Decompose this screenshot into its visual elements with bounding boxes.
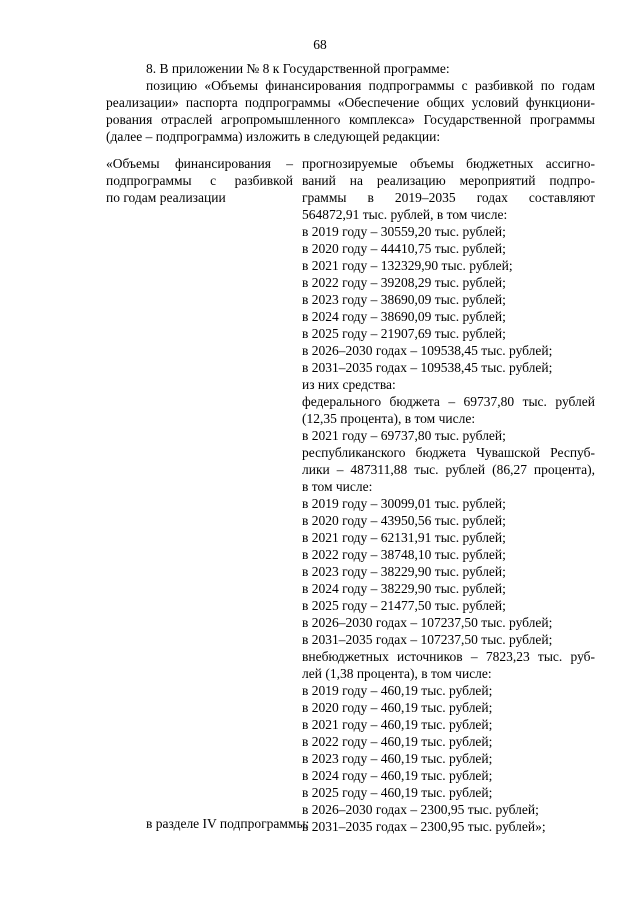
financing-line: внебюджетных источников – 7823,23 тыс. руб- bbox=[302, 649, 595, 664]
closing-line: в разделе IV подпрограммы: bbox=[146, 816, 310, 831]
financing-line: в 2023 году – 38690,09 тыс. рублей; bbox=[302, 292, 506, 307]
intro-line: рования отраслей агропромышленного комплекса» Государственной программы bbox=[106, 112, 595, 127]
intro-line: (далее – подпрограмма) изложить в следующей редакции: bbox=[106, 129, 441, 144]
financing-line: в 2024 году – 38229,90 тыс. рублей; bbox=[302, 581, 506, 596]
financing-line: прогнозируемые объемы бюджетных ассигно- bbox=[302, 156, 595, 171]
financing-line: из них средства: bbox=[302, 377, 396, 392]
financing-line: ваний на реализацию мероприятий подпро- bbox=[302, 173, 595, 188]
financing-line: в 2021 году – 132329,90 тыс. рублей; bbox=[302, 258, 513, 273]
financing-line: 564872,91 тыс. рублей, в том числе: bbox=[302, 207, 508, 222]
financing-line: в 2031–2035 годах – 107237,50 тыс. рублей; bbox=[302, 632, 553, 647]
financing-line: в 2025 году – 460,19 тыс. рублей; bbox=[302, 785, 493, 800]
financing-line: в 2031–2035 годах – 109538,45 тыс. рублей; bbox=[302, 360, 553, 375]
financing-line: в 2024 году – 38690,09 тыс. рублей; bbox=[302, 309, 506, 324]
financing-line: в 2019 году – 30559,20 тыс. рублей; bbox=[302, 224, 506, 239]
financing-line: в 2026–2030 годах – 2300,95 тыс. рублей; bbox=[302, 802, 539, 817]
financing-line: в 2020 году – 44410,75 тыс. рублей; bbox=[302, 241, 506, 256]
financing-line: в 2024 году – 460,19 тыс. рублей; bbox=[302, 768, 493, 783]
financing-line: в 2022 году – 38748,10 тыс. рублей; bbox=[302, 547, 506, 562]
financing-line: в 2019 году – 30099,01 тыс. рублей; bbox=[302, 496, 506, 511]
financing-line: в 2021 году – 69737,80 тыс. рублей; bbox=[302, 428, 506, 443]
financing-line: в 2023 году – 38229,90 тыс. рублей; bbox=[302, 564, 506, 579]
position-title-line: подпрограммы с разбивкой bbox=[106, 173, 293, 188]
page-number: 68 bbox=[313, 37, 327, 52]
financing-line: в 2022 году – 39208,29 тыс. рублей; bbox=[302, 275, 506, 290]
financing-line: лей (1,38 процента), в том числе: bbox=[302, 666, 492, 681]
financing-line: в 2020 году – 43950,56 тыс. рублей; bbox=[302, 513, 506, 528]
financing-line: в том числе: bbox=[302, 479, 373, 494]
intro-line: позицию «Объемы финансирования подпрограммы с разбивкой по годам bbox=[146, 78, 595, 93]
financing-line: лики – 487311,88 тыс. рублей (86,27 процента), bbox=[302, 462, 595, 477]
financing-line: в 2023 году – 460,19 тыс. рублей; bbox=[302, 751, 493, 766]
intro-paragraph bbox=[106, 60, 595, 145]
financing-line: в 2026–2030 годах – 107237,50 тыс. рублей; bbox=[302, 615, 553, 630]
intro-line: 8. В приложении № 8 к Государственной программе: bbox=[146, 61, 450, 76]
financing-line: (12,35 процента), в том числе: bbox=[302, 411, 476, 426]
financing-line: в 2026–2030 годах – 109538,45 тыс. рублей; bbox=[302, 343, 553, 358]
position-title-cell bbox=[106, 155, 293, 206]
financing-line: в 2025 году – 21477,50 тыс. рублей; bbox=[302, 598, 506, 613]
financing-line: в 2020 году – 460,19 тыс. рублей; bbox=[302, 700, 493, 715]
position-title-line: «Объемы финансирования – bbox=[106, 156, 293, 171]
financing-details-cell bbox=[302, 155, 595, 835]
intro-line: реализации» паспорта подпрограммы «Обеспечение общих условий функциони- bbox=[106, 95, 595, 110]
financing-line: республиканского бюджета Чувашской Респуб- bbox=[302, 445, 595, 460]
financing-line: в 2021 году – 62131,91 тыс. рублей; bbox=[302, 530, 506, 545]
financing-line: федерального бюджета – 69737,80 тыс. рублей bbox=[302, 394, 595, 409]
financing-line: в 2019 году – 460,19 тыс. рублей; bbox=[302, 683, 493, 698]
financing-line: в 2031–2035 годах – 2300,95 тыс. рублей»; bbox=[302, 819, 546, 834]
position-title-line: по годам реализации bbox=[106, 190, 226, 205]
financing-line: граммы в 2019–2035 годах составляют bbox=[302, 190, 595, 205]
financing-line: в 2021 году – 460,19 тыс. рублей; bbox=[302, 717, 493, 732]
financing-line: в 2025 году – 21907,69 тыс. рублей; bbox=[302, 326, 506, 341]
financing-line: в 2022 году – 460,19 тыс. рублей; bbox=[302, 734, 493, 749]
